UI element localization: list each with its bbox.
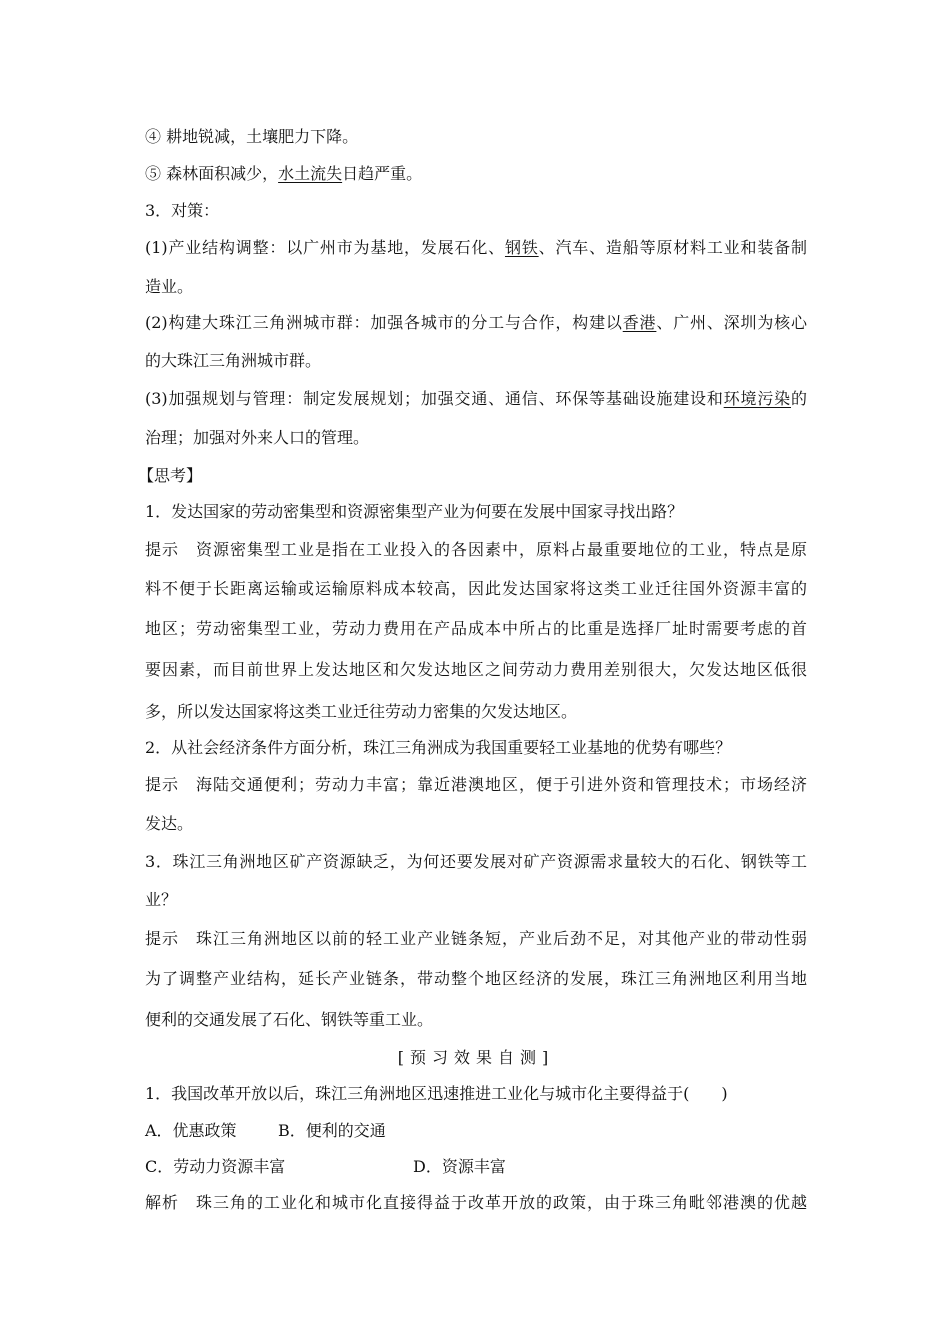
option-d: D．资源丰富 <box>413 1157 506 1176</box>
think-answer-1-line-3: 地区；劳动密集型工业，劳动力费用在产品成本中所占的比重是选择厂址时需要考虑的首 <box>145 619 807 638</box>
underlined-term-steel: 钢铁 <box>504 238 539 257</box>
option-a: A．优惠政策 <box>145 1121 237 1140</box>
c3-text-a: (3)加强规划与管理：制定发展规划；加强交通、通信、环保等基础设施建设和 <box>145 389 724 408</box>
countermeasure-3-line-2: 治理；加强对外来人口的管理。 <box>145 428 370 447</box>
underlined-term-hongkong: 香港 <box>622 313 657 332</box>
think-answer-2-line-1: 提示 海陆交通便利；劳动力丰富；靠近港澳地区，便于引进外资和管理技术；市场经济 <box>145 775 807 794</box>
countermeasure-2-line-1 <box>145 313 807 333</box>
c1-text-a: (1)产业结构调整：以广州市为基地，发展石化、 <box>145 238 505 257</box>
c1-text-b: 、汽车、造船等原材料工业和装备制 <box>538 238 807 257</box>
countermeasure-3-line-1 <box>145 389 807 409</box>
option-b: B．便利的交通 <box>278 1121 386 1140</box>
think-question-3-line-2: 业？ <box>145 890 178 909</box>
c2-text-b: 、广州、深圳为核心 <box>656 313 807 332</box>
think-answer-1-line-5: 多，所以发达国家将这类工业迁往劳动力密集的欠发达地区。 <box>145 702 578 721</box>
think-answer-1-line-4: 要因素，而目前世界上发达地区和欠发达地区之间劳动力费用差别很大，欠发达地区低很 <box>145 660 807 679</box>
item-5-text-b: 日趋严重。 <box>342 164 423 183</box>
item-4: ④ 耕地锐减，土壤肥力下降。 <box>145 127 359 146</box>
countermeasure-1-line-2: 造业。 <box>145 277 194 296</box>
c2-text-a: (2)构建大珠江三角洲城市群：加强各城市的分工与合作，构建以 <box>145 313 623 332</box>
underlined-term-pollution: 环境污染 <box>723 389 791 408</box>
think-answer-3-line-1: 提示 珠江三角洲地区以前的轻工业产业链条短，产业后劲不足，对其他产业的带动性弱 <box>145 929 807 948</box>
think-question-2: 2．从社会经济条件方面分析，珠江三角洲成为我国重要轻工业基地的优势有哪些？ <box>145 738 732 757</box>
test-question-1: 1．我国改革开放以后，珠江三角洲地区迅速推进工业化与城市化主要得益于( ) <box>145 1084 728 1103</box>
option-c: C．劳动力资源丰富 <box>145 1157 286 1176</box>
think-question-3-line-1: 3．珠江三角洲地区矿产资源缺乏，为何还要发展对矿产资源需求量较大的石化、钢铁等工 <box>145 852 807 871</box>
countermeasure-1-line-1 <box>145 238 807 258</box>
think-question-1: 1．发达国家的劳动密集型和资源密集型产业为何要在发展中国家寻找出路？ <box>145 502 684 521</box>
think-answer-1-line-2: 料不便于长距离运输或运输原料成本较高，因此发达国家将这类工业迁往国外资源丰富的 <box>145 579 807 598</box>
think-answer-3-line-3: 便利的交通发展了石化、钢铁等重工业。 <box>145 1010 434 1029</box>
self-test-heading: [预习效果自测] <box>397 1048 555 1067</box>
item-5-text-a: ⑤ 森林面积减少， <box>145 164 279 183</box>
section-heading-countermeasures: 3．对策： <box>145 201 220 220</box>
think-heading: 【思考】 <box>138 466 203 485</box>
think-answer-1-line-1: 提示 资源密集型工业是指在工业投入的各因素中，原料占最重要地位的工业，特点是原 <box>145 540 807 559</box>
think-answer-2-line-2: 发达。 <box>145 814 194 833</box>
countermeasure-2-line-2: 的大珠江三角洲城市群。 <box>145 351 322 370</box>
underlined-term-soil-erosion: 水土流失 <box>278 164 343 183</box>
c3-text-b: 的 <box>790 389 807 408</box>
test-answer-1-line-1: 解析 珠三角的工业化和城市化直接得益于改革开放的政策，由于珠三角毗邻港澳的优越 <box>145 1193 807 1212</box>
item-5 <box>145 164 807 184</box>
think-answer-3-line-2: 为了调整产业结构，延长产业链条，带动整个地区经济的发展，珠江三角洲地区利用当地 <box>145 969 807 988</box>
